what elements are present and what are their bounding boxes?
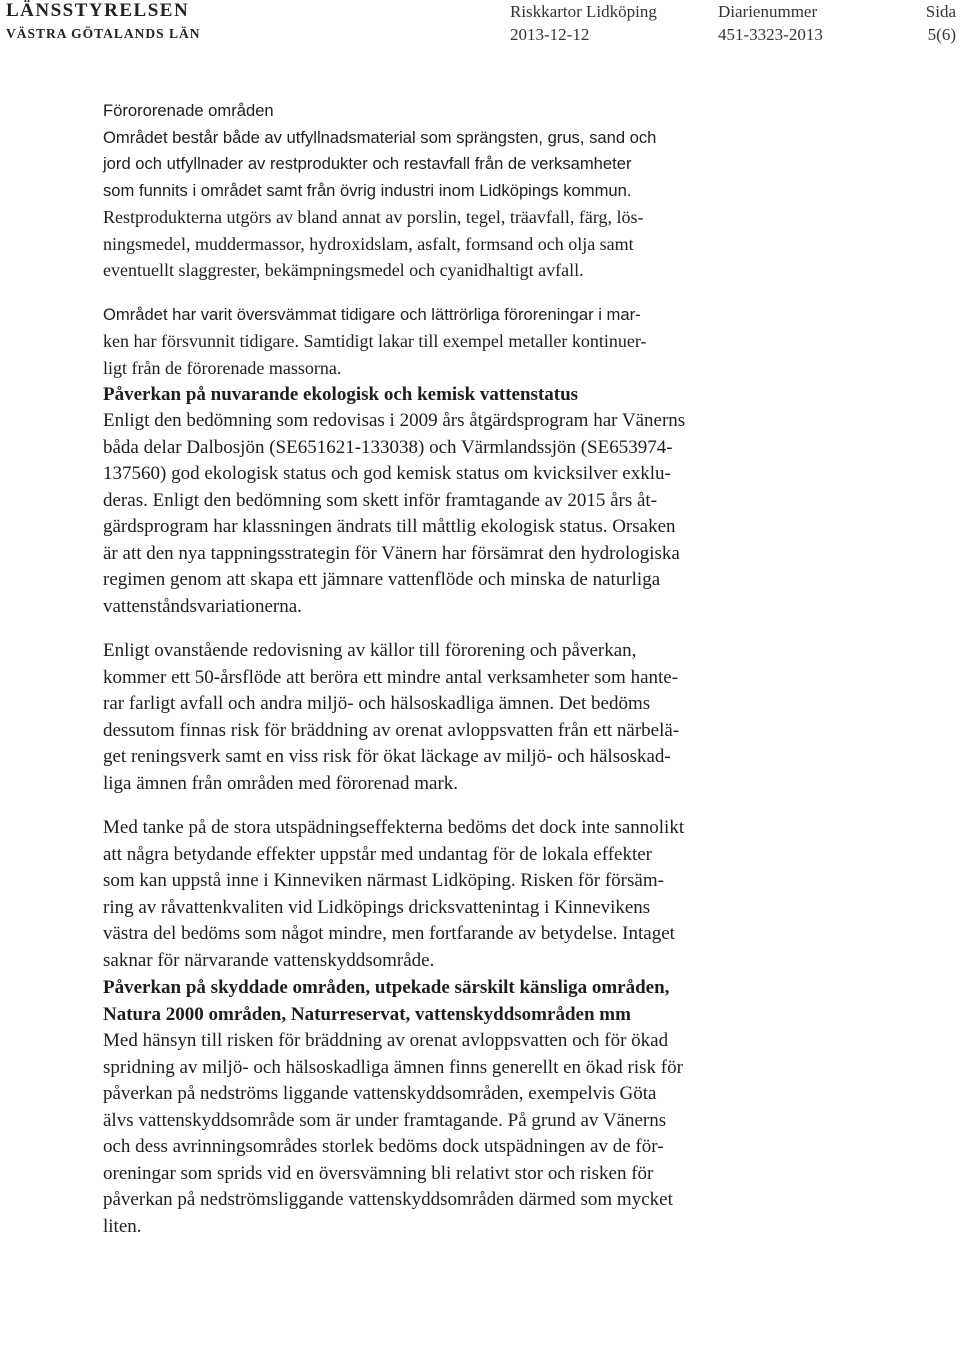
- text-line: älvs vattenskyddsområde som är under framtagande. På grund av Vänerns: [103, 1109, 667, 1131]
- page-label: Sida: [925, 2, 956, 21]
- text-line: påverkan på nedströmsliggande vattenskyddsområden därmed som mycket: [103, 1189, 673, 1210]
- text-line: Med tanke på de stora utspädningseffekterna bedöms det dock inte sannolikt: [103, 817, 685, 838]
- paragraph-water-status-2: [103, 638, 833, 797]
- text-line: saknar för närvarande vattenskyddsområde.: [103, 949, 435, 971]
- text-line: jord och utfyllnader av restprodukter och restavfall från de verksamheter: [103, 154, 632, 173]
- header-diarienummer: [718, 0, 823, 46]
- text-line: är att den nya tappningsstrategin för Vänern har försämrat den hydrologiska: [103, 542, 680, 564]
- text-line: Området har varit översvämmat tidigare och lättrörliga föroreningar i mar-: [103, 304, 641, 324]
- text-line: oreningar som sprids vid en översvämning bli relativt stor och risken för: [103, 1162, 654, 1184]
- text-line: ring av råvattenkvaliten vid Lidköpings dricksvattenintag i Kinnevikens: [103, 896, 651, 918]
- text-line: och dess avrinningsområdes storlek bedöms dock utspädningen av de för-: [103, 1136, 664, 1157]
- text-line: västra del bedöms som något mindre, men fortfarande av betydelse. Intaget: [103, 923, 675, 944]
- doc-title: Riskkartor Lidköping: [510, 2, 657, 21]
- text-line: liten.: [103, 1215, 142, 1237]
- paragraph-water-status-3: [103, 815, 833, 974]
- section-heading-protected-areas: [103, 974, 833, 1028]
- text-line: liga ämnen från områden med förorenad mark.: [103, 772, 459, 794]
- text-line: Enligt den bedömning som redovisas i 2009 års åtgärdsprogram har Vänerns: [103, 410, 686, 431]
- text-line: ken har försvunnit tidigare. Samtidigt lakar till exempel metaller kontinuer-: [103, 331, 647, 351]
- header-document: [510, 0, 657, 46]
- text-line: Med hänsyn till risken för bräddning av orenat avloppsvatten och för ökad: [103, 1030, 669, 1051]
- org-logo-text: [6, 0, 201, 44]
- page-value: 5(6): [927, 25, 956, 44]
- org-name: LÄNSSTYRELSEN: [6, 0, 190, 21]
- section-heading-polluted-areas: [103, 98, 833, 125]
- document-body: [103, 98, 833, 1240]
- text-line: vattenståndsvariationerna.: [103, 595, 302, 617]
- text-line: kommer ett 50-årsflöde att beröra ett mindre antal verksamheter som hante-: [103, 666, 679, 688]
- diarie-value: 451-3323-2013: [718, 25, 823, 44]
- section-heading-water-status: Påverkan på nuvarande ekologisk och kemisk vattenstatus: [103, 384, 579, 405]
- text-line: som kan uppstå inne i Kinneviken närmast Lidköping. Risken för försäm-: [103, 870, 664, 891]
- text-line: rar farligt avfall och andra miljö- och hälsoskadliga ämnen. Det bedöms: [103, 693, 651, 714]
- text-line: Enligt ovanstående redovisning av källor till förorening och påverkan,: [103, 640, 637, 661]
- text-line: 137560) god ekologisk status och god kemisk status om kvicksilver exklu-: [103, 463, 671, 484]
- text-line: gärdsprogram har klassningen ändrats till måttlig ekologisk status. Orsaken: [103, 516, 676, 537]
- doc-date: 2013-12-12: [510, 25, 590, 44]
- paragraph-polluted-areas-1: [103, 125, 833, 284]
- text-line: ningsmedel, muddermassor, hydroxidslam, asfalt, formsand och olja samt: [103, 233, 634, 254]
- text-line: att några betydande effekter uppstår med undantag för de lokala effekter: [103, 843, 652, 865]
- text-line: Området består både av utfyllnadsmaterial som sprängsten, grus, sand och: [103, 127, 657, 147]
- header-page-number: [926, 0, 956, 46]
- text-line: Restprodukterna utgörs av bland annat av porslin, tegel, träavfall, färg, lös-: [103, 207, 644, 227]
- heading-line: Påverkan på skyddade områden, utpekade särskilt känsliga områden,: [103, 977, 670, 998]
- heading-line: Natura 2000 områden, Naturreservat, vattenskyddsområden mm: [103, 1004, 631, 1025]
- text-line: deras. Enligt den bedömning som skett inför framtagande av 2015 års åt-: [103, 489, 658, 511]
- diarie-label: Diarienummer: [718, 2, 818, 21]
- paragraph-protected-areas-1: [103, 1028, 833, 1240]
- text-line: ligt från de förorenade massorna.: [103, 357, 342, 378]
- text-line: eventuellt slaggrester, bekämpningsmedel och cyanidhaltigt avfall.: [103, 260, 584, 280]
- text-line: regimen genom att skapa ett jämnare vattenflöde och minska de naturliga: [103, 569, 661, 590]
- paragraph-polluted-areas-2: [103, 302, 833, 382]
- text-line: påverkan på nedströms liggande vattenskyddsområden, exempelvis Göta: [103, 1083, 657, 1104]
- org-county: VÄSTRA GÖTALANDS LÄN: [6, 26, 201, 41]
- text-line: båda delar Dalbosjön (SE651621-133038) och Värmlandssjön (SE653974-: [103, 436, 673, 458]
- paragraph-water-status-1: [103, 408, 833, 620]
- text-line: dessutom finnas risk för bräddning av orenat avloppsvatten från ett närbelä-: [103, 719, 680, 741]
- section-heading: Förororenade områden: [103, 101, 274, 120]
- text-line: spridning av miljö- och hälsoskadliga ämnen finns generellt en ökad risk för: [103, 1056, 683, 1078]
- text-line: get reningsverk samt en viss risk för ökat läckage av miljö- och hälsoskad-: [103, 746, 671, 767]
- text-line: som funnits i området samt från övrig industri inom Lidköpings kommun.: [103, 180, 632, 200]
